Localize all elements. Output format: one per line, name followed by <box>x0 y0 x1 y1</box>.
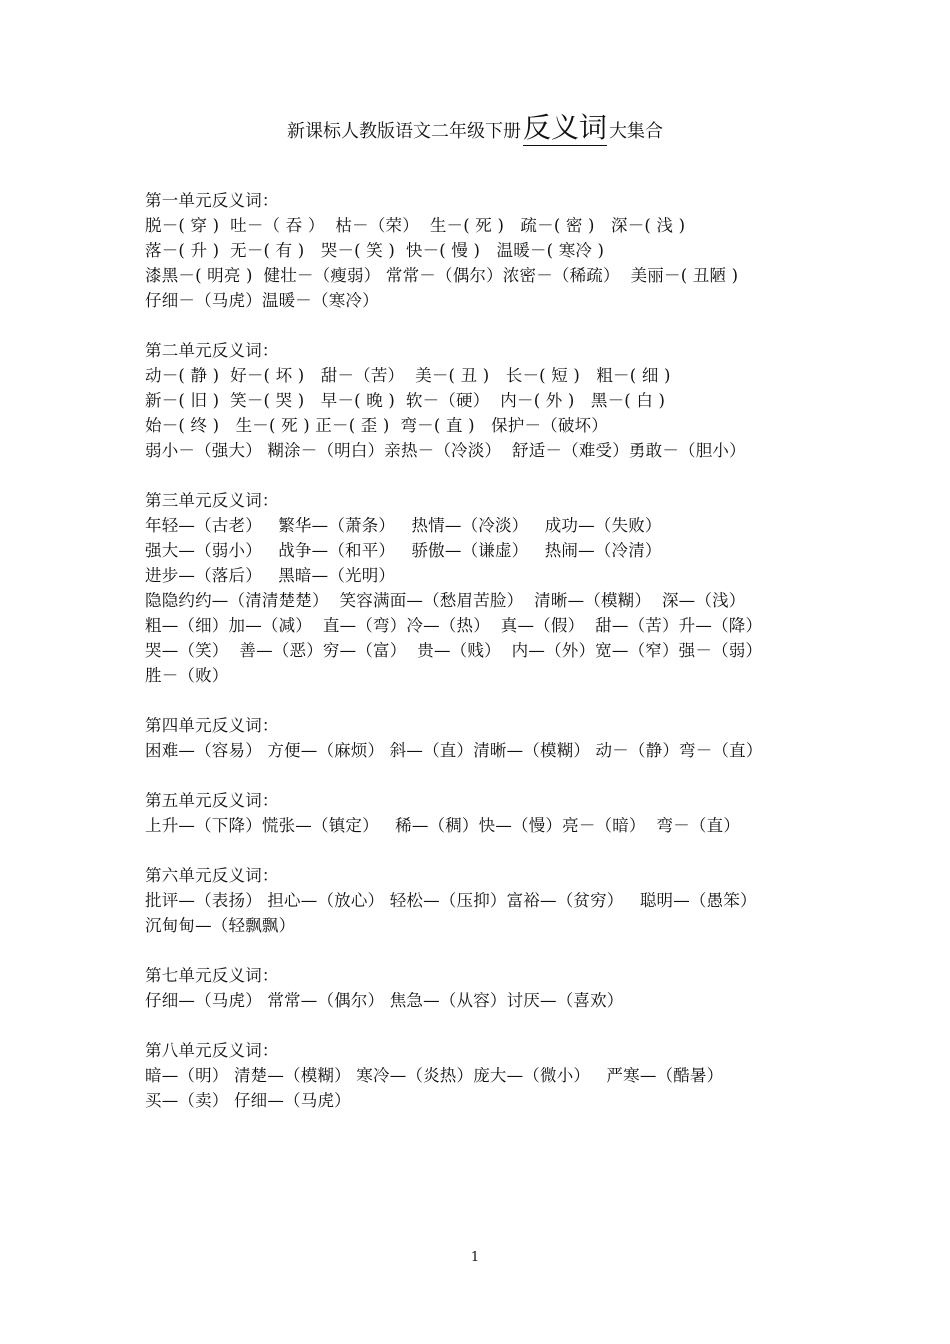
antonym-line: 胜－（败） <box>145 666 229 685</box>
section-heading: 第七单元反义词： <box>145 966 279 985</box>
section-spacer <box>145 838 845 863</box>
antonym-line: 暗—（明） 清楚—（模糊） 寒冷—（炎热）庞大—（微小） 严寒—（酷暑） <box>145 1066 724 1085</box>
section-heading: 第二单元反义词： <box>145 341 279 360</box>
antonym-line: 买—（卖） 仔细—（马虎） <box>145 1091 351 1110</box>
section-heading: 第三单元反义词： <box>145 491 279 510</box>
unit-section <box>145 788 845 838</box>
unit-section <box>145 1038 845 1113</box>
unit-section <box>145 338 845 463</box>
antonym-line: 仔细－（马虎）温暖－（寒冷） <box>145 291 379 310</box>
antonym-line: 动－( 静 ) 好－( 坏 ) 甜－（苦） 美－( 丑 ) 长－( 短 ) 粗－( 细 ) <box>145 366 671 385</box>
antonym-line: 上升—（下降）慌张—（镇定） 稀—（稠）快—（慢）亮－（暗） 弯－（直） <box>145 816 741 835</box>
unit-section <box>145 488 845 688</box>
antonym-line: 始－( 终 ) 生－( 死 ) 正－( 歪 ) 弯－( 直 ) 保护－（破坏） <box>145 416 608 435</box>
antonym-line: 漆黑－( 明亮 ) 健壮－（瘦弱） 常常－（偶尔）浓密－（稀疏） 美丽－( 丑陋 ) <box>145 266 739 285</box>
section-heading: 第八单元反义词： <box>145 1041 279 1060</box>
antonym-line: 进步—（落后） 黑暗—（光明） <box>145 566 396 585</box>
antonym-line: 仔细—（马虎） 常常—（偶尔） 焦急—（从容）讨厌—（喜欢） <box>145 991 624 1010</box>
page-number: 1 <box>470 1250 480 1265</box>
antonym-line: 强大—（弱小） 战争—（和平） 骄傲—（谦虚） 热闹—（冷清） <box>145 541 662 560</box>
document-body <box>145 188 845 1113</box>
antonym-line: 年轻—（古老） 繁华—（萧条） 热情—（冷淡） 成功—（失败） <box>145 516 662 535</box>
section-spacer <box>145 763 845 788</box>
section-heading: 第一单元反义词： <box>145 191 279 210</box>
title-prefix: 新课标人教版语文二年级下册 <box>286 121 521 142</box>
section-spacer <box>145 313 845 338</box>
section-spacer <box>145 1013 845 1038</box>
unit-section <box>145 863 845 938</box>
antonym-line: 困难—（容易） 方便—（麻烦） 斜—（直）清晰—（模糊） 动－（静）弯－（直） <box>145 741 763 760</box>
section-spacer <box>145 938 845 963</box>
antonym-line: 落－( 升 ) 无－( 有 ) 哭－( 笑 ) 快－( 慢 ) 温暖－( 寒冷 ) <box>145 241 605 260</box>
antonym-line: 脱－( 穿 ) 吐－（ 吞 ） 枯－（荣） 生－( 死 ) 疏－( 密 ) 深－( 浅 ) <box>145 216 686 235</box>
antonym-line: 隐隐约约—（清清楚楚） 笑容满面—（愁眉苦脸） 清晰—（模糊） 深—（浅） <box>145 591 746 610</box>
antonym-line: 沉甸甸—（轻飘飘） <box>145 916 296 935</box>
section-heading: 第四单元反义词： <box>145 716 279 735</box>
antonym-line: 新－( 旧 ) 笑－( 哭 ) 早－( 晚 ) 软－（硬） 内－( 外 ) 黑－( 白 ) <box>145 391 666 410</box>
unit-section <box>145 188 845 313</box>
section-heading: 第五单元反义词： <box>145 791 279 810</box>
antonym-line: 弱小－（强大） 糊涂－（明白）亲热－（冷淡） 舒适－（难受）勇敢－（胆小） <box>145 441 746 460</box>
section-heading: 第六单元反义词： <box>145 866 279 885</box>
unit-section <box>145 963 845 1013</box>
section-spacer <box>145 463 845 488</box>
antonym-line: 粗—（细）加—（减） 直—（弯）冷—（热） 真—（假） 甜—（苦）升—（降） <box>145 616 763 635</box>
antonym-line: 批评—（表扬） 担心—（放心） 轻松—（压抑）富裕—（贫穷） 聪明—（愚笨） <box>145 891 757 910</box>
unit-section <box>145 713 845 763</box>
section-spacer <box>145 688 845 713</box>
title-emphasis: 反义词 <box>522 111 607 144</box>
document-title <box>0 108 950 152</box>
title-suffix: 大集合 <box>609 121 663 142</box>
antonym-line: 哭—（笑） 善—（恶）穷—（富） 贵—（贱） 内—（外）宽—（窄）强－（弱） <box>145 641 763 660</box>
